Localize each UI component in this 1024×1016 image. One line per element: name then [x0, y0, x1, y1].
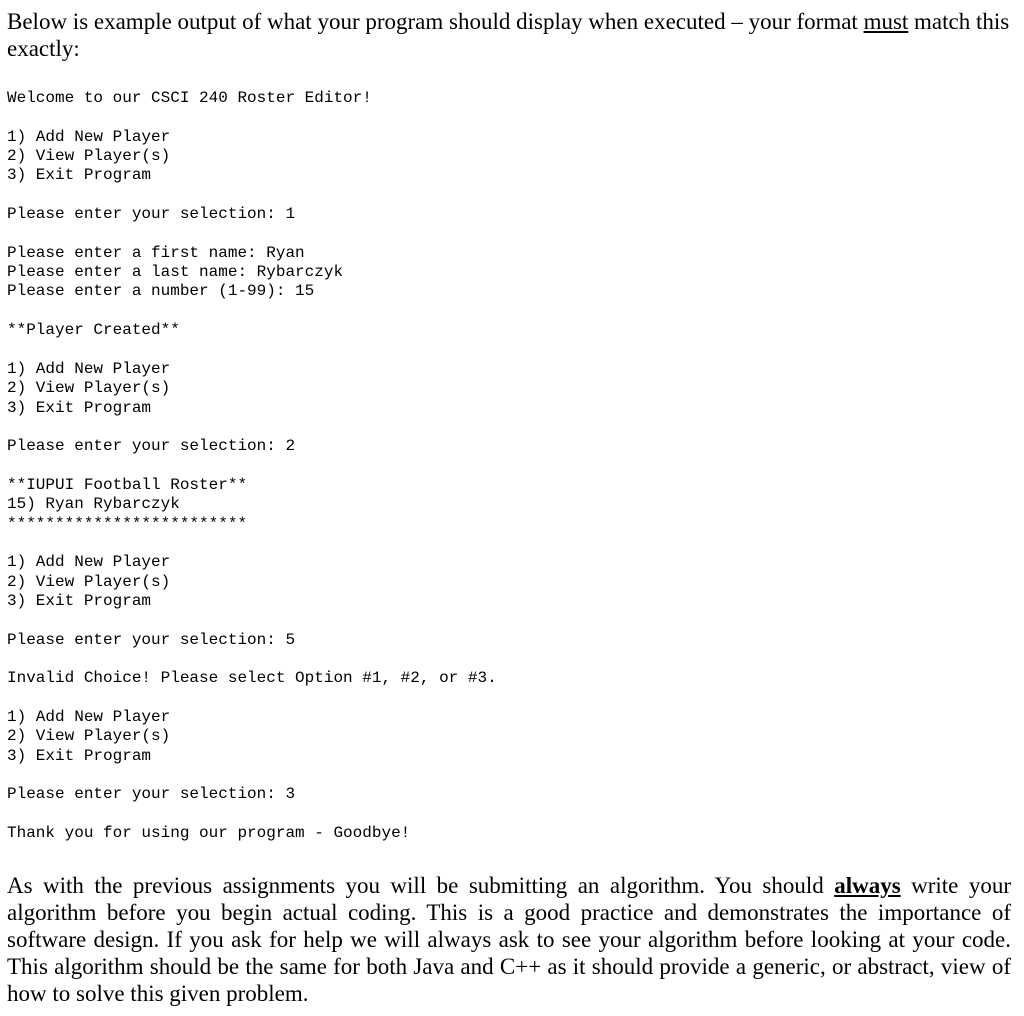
outro-emphasis: always	[834, 873, 901, 898]
outro-text-2: write your algorithm before you begin actual coding. This is a good practice and demonstrates the importance of software design. If you ask for help we will always ask to see your algorithm before looking at your code. This algorithm should be the same for both Java and C++ as it should provide a generic, or abstract, view of how to solve this given problem.	[7, 873, 1011, 1006]
console-line: 3) Exit Program	[7, 398, 152, 417]
console-line	[7, 457, 1011, 476]
console-line	[7, 611, 1011, 630]
outro-text-1: As with the previous assignments you will be submitting an algorithm. You should	[7, 873, 835, 898]
algorithm-paragraph	[7, 872, 1011, 1007]
console-line: 3) Exit Program	[7, 591, 152, 610]
console-line: **Player Created**	[7, 321, 180, 340]
console-line: 2) View Player(s)	[7, 379, 171, 398]
console-line	[7, 650, 1011, 669]
console-line	[7, 689, 1011, 708]
console-line: **IUPUI Football Roster**	[7, 475, 248, 494]
console-line: 15) Ryan Rybarczyk	[7, 495, 180, 514]
console-line: Welcome to our CSCI 240 Roster Editor!	[7, 89, 372, 107]
console-line	[7, 766, 1011, 785]
console-line: Invalid Choice! Please select Option #1, #2, or #3.	[7, 669, 497, 688]
intro-text-1: Below is example output of what your program should display when executed – your format	[7, 9, 864, 34]
console-line: Thank you for using our program - Goodbye!	[7, 824, 411, 843]
console-line: 1) Add New Player	[7, 553, 171, 572]
console-line	[7, 302, 1011, 321]
console-line: 2) View Player(s)	[7, 727, 171, 746]
console-line: Please enter a last name: Rybarczyk	[7, 263, 344, 282]
console-output-example	[7, 89, 1011, 843]
intro-emphasis: must	[863, 9, 909, 34]
console-line: *************************	[7, 514, 248, 533]
console-line: Please enter your selection: 2	[7, 437, 296, 456]
console-line: Please enter a first name: Ryan	[7, 243, 305, 262]
console-line: 2) View Player(s)	[7, 147, 171, 166]
intro-paragraph	[7, 8, 1011, 62]
console-line	[7, 108, 1011, 127]
console-line: Please enter a number (1-99): 15	[7, 282, 315, 301]
console-line	[7, 418, 1011, 437]
console-line: 3) Exit Program	[7, 746, 152, 765]
intro-text-2: match this exactly:	[7, 9, 1010, 61]
console-line: 1) Add New Player	[7, 708, 171, 726]
console-line: Please enter your selection: 5	[7, 630, 296, 649]
console-line: 3) Exit Program	[7, 166, 152, 185]
console-line: Please enter your selection: 1	[7, 205, 296, 224]
console-line: 1) Add New Player	[7, 359, 171, 378]
console-line: Please enter your selection: 3	[7, 785, 296, 804]
console-line: 2) View Player(s)	[7, 572, 171, 591]
console-line	[7, 805, 1011, 824]
console-line	[7, 224, 1011, 243]
console-line	[7, 186, 1011, 205]
console-line: 1) Add New Player	[7, 127, 171, 146]
console-line	[7, 534, 1011, 553]
console-line	[7, 340, 1011, 359]
